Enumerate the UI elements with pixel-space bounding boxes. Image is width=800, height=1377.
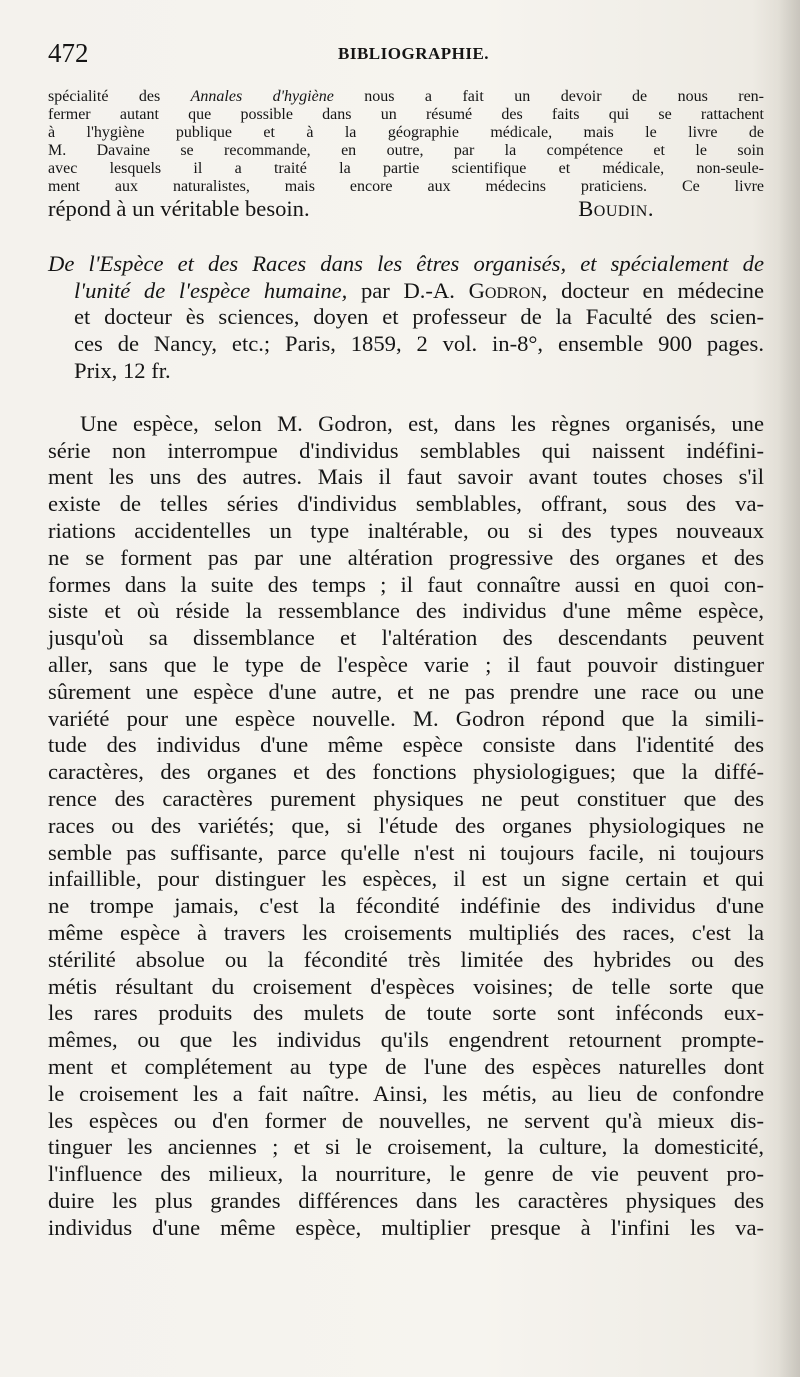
- author-name: Godron: [468, 277, 542, 303]
- previous-review-ending: [48, 88, 764, 223]
- text-line: variété pour une espèce nouvelle. M. Godron répond que la simili-: [48, 705, 764, 731]
- text-line: jusqu'où sa dissemblance et l'altération des descendants peuvent: [48, 625, 764, 651]
- text-line: à l'hygiène publique et à la géographie médicale, mais le livre de: [48, 124, 764, 141]
- text-span: nous a fait un devoir de nous ren-: [333, 88, 765, 105]
- text-line: existe de telles séries d'individus semblables, offrant, sous des va-: [48, 491, 764, 517]
- text-line: tinguer les anciennes ; et si le croisement, la culture, la domesticité,: [48, 1134, 764, 1160]
- text-line: fermer autant que possible dans un résumé des faits qui se rattachent: [48, 106, 764, 123]
- text-line: individus d'une même espèce, multiplier presque à l'infini les va-: [48, 1214, 764, 1240]
- text-span: par D.-A.: [347, 277, 469, 303]
- text-line: avec lesquels il a traité la partie scientifique et médicale, non-seule-: [48, 160, 764, 177]
- text-line: ne se forment pas par une altération progressive des organes et des: [48, 544, 764, 570]
- book-title-line: De l'Espèce et des Races dans les êtres organisés, et spécialement de: [48, 250, 764, 276]
- text-line: infaillible, pour distinguer les espèces, il est un signe certain et qui: [48, 866, 764, 892]
- text-line: riations accidentelles un type inaltérable, ou si des types nouveaux: [48, 517, 764, 543]
- text-line: caractères, des organes et des fonctions physiologigues; que la diffé-: [48, 759, 764, 785]
- text-line: tude des individus d'une même espèce consiste dans l'identité des: [48, 732, 764, 758]
- page-number: 472: [48, 38, 89, 68]
- text-line: [48, 278, 764, 305]
- journal-title: Annales d'hygiène: [190, 88, 334, 105]
- text-line: et docteur ès sciences, doyen et professeur de la Faculté des scien-: [74, 304, 764, 330]
- text-line: ment et complétement au type de l'une des espèces naturelles dont: [48, 1053, 764, 1079]
- text-line: siste et où réside la ressemblance des individus d'une même espèce,: [48, 598, 764, 624]
- section-title: BIBLIOGRAPHIE.: [338, 44, 490, 63]
- text-line: l'influence des milieux, la nourriture, le genre de vie peuvent pro-: [48, 1161, 764, 1187]
- review-body: [48, 411, 764, 1242]
- text-line: les espèces ou d'en former de nouvelles, ne servent qu'à mieux dis-: [48, 1107, 764, 1133]
- text-line: aller, sans que le type de l'espèce varie ; il faut pouvoir distinguer: [48, 651, 764, 677]
- text-line: ces de Nancy, etc.; Paris, 1859, 2 vol. in-8°, ensemble 900 pages.: [74, 331, 764, 357]
- text-line: sûrement une espèce d'une autre, et ne pas prendre une race ou une: [48, 678, 764, 704]
- text-span: , docteur en médecine: [541, 277, 765, 303]
- signature-row: [48, 196, 764, 223]
- text-line: même espèce à travers les croisements multipliés des races, c'est la: [48, 919, 764, 945]
- text-line: ment aux naturalistes, mais encore aux médecins praticiens. Ce livre: [48, 178, 764, 195]
- price-line: Prix, 12 fr.: [74, 357, 171, 383]
- text-line: le croisement les a fait naître. Ainsi, les métis, au lieu de confondre: [48, 1080, 764, 1106]
- bibliography-entry: [48, 251, 764, 385]
- page-edge-shadow: [778, 0, 800, 1377]
- text-line: les rares produits des mulets de toute sorte sont inféconds eux-: [48, 1000, 764, 1026]
- text-span: spécialité des: [48, 88, 191, 105]
- text-line: [48, 88, 764, 106]
- book-title-continuation: l'unité de l'espèce humaine,: [74, 277, 348, 303]
- text-line: série non interrompue d'individus semblables qui naissent indéfini-: [48, 437, 764, 463]
- running-head: [48, 38, 764, 82]
- text-line: M. Davaine se recommande, en outre, par la compétence et le soin: [48, 142, 764, 159]
- reviewer-signature: Boudin.: [578, 196, 654, 221]
- text-line: métis résultant du croisement d'espèces voisines; de telle sorte que: [48, 973, 764, 999]
- text-line: stérilité absolue ou la fécondité très limitée des hybrides ou des: [48, 946, 764, 972]
- text-line: duire les plus grandes différences dans les caractères physiques des: [48, 1187, 764, 1213]
- text-line: formes dans la suite des temps ; il faut connaître aussi en quoi con-: [48, 571, 764, 597]
- text-line: races ou des variétés; que, si l'étude des organes physiologiques ne: [48, 812, 764, 838]
- text-line: ment les uns des autres. Mais il faut savoir avant toutes choses s'il: [48, 464, 764, 490]
- text-line: semble pas suffisante, parce qu'elle n'est ni toujours facile, ni toujours: [48, 839, 764, 865]
- text-line: ne trompe jamais, c'est la fécondité indéfinie des individus d'une: [48, 893, 764, 919]
- text-line: Une espèce, selon M. Godron, est, dans les règnes organisés, une: [80, 410, 764, 436]
- text-line: répond à un véritable besoin.: [48, 196, 310, 221]
- text-line: rence des caractères purement physiques ne peut constituer que des: [48, 785, 764, 811]
- text-line: mêmes, ou que les individus qu'ils engendrent retournent prompte-: [48, 1027, 764, 1053]
